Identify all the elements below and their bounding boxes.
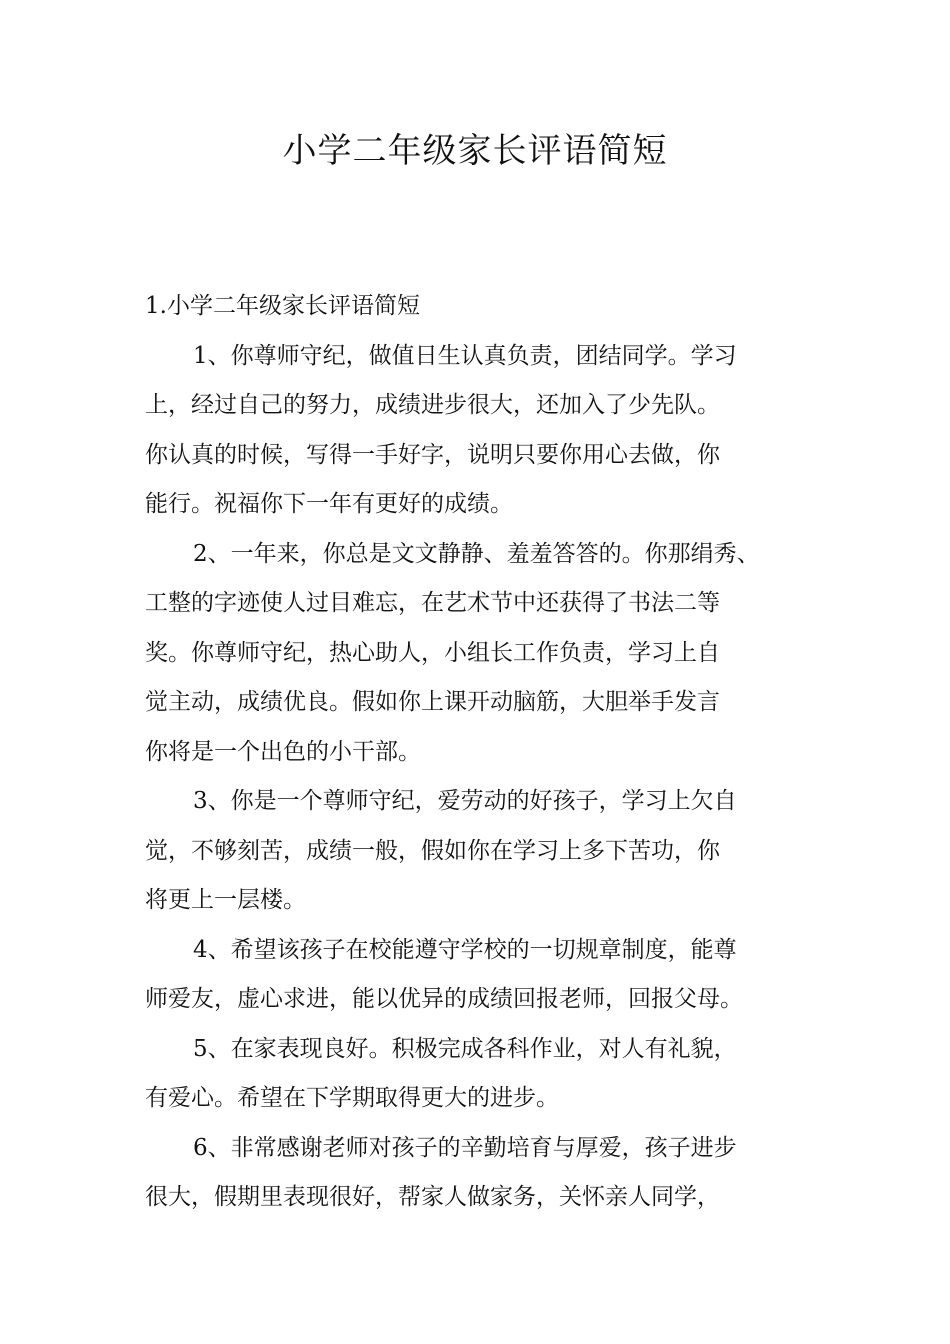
paragraph-line: 觉主动，成绩优良。假如你上课开动脑筋，大胆举手发言 [145, 689, 720, 715]
comment-paragraph-1 [145, 332, 817, 530]
comment-paragraph-6 [145, 1124, 817, 1223]
paragraph-line: 你将是一个出色的小干部。 [145, 738, 421, 765]
paragraph-line: 能行。祝福你下一年有更好的成绩。 [145, 491, 513, 517]
document-body [145, 282, 817, 1223]
paragraph-line: 1、你尊师守纪，做值日生认真负责，团结同学。学习 [193, 342, 737, 369]
paragraph-line: 师爱友，虚心求进，能以优异的成绩回报老师，回报父母。 [145, 986, 743, 1012]
comment-paragraph-3 [145, 777, 817, 926]
paragraph-line: 你认真的时候，写得一手好字，说明只要你用心去做，你 [145, 441, 720, 468]
paragraph-line: 很大，假期里表现很好，帮家人做家务，关怀亲人同学， [145, 1184, 720, 1210]
paragraph-line: 觉，不够刻苦，成绩一般，假如你在学习上多下苦功，你 [145, 837, 720, 864]
paragraph-line: 上，经过自己的努力，成绩进步很大，还加入了少先队。 [145, 392, 720, 418]
comment-paragraph-2 [145, 530, 817, 778]
paragraph-line: 5、在家表现良好。积极完成各科作业，对人有礼貌， [193, 1035, 737, 1062]
comment-paragraph-4 [145, 926, 817, 1025]
paragraph-line: 3、你是一个尊师守纪，爱劳动的好孩子，学习上欠自 [193, 788, 737, 814]
paragraph-line: 将更上一层楼。 [145, 887, 306, 913]
section-heading: 1.小学二年级家长评语简短 [145, 293, 420, 319]
paragraph-line: 有爱心。希望在下学期取得更大的进步。 [145, 1085, 559, 1111]
document-title: 小学二年级家长评语简短 [282, 131, 668, 171]
paragraph-line: 工整的字迹使人过目难忘，在艺术节中还获得了书法二等 [145, 590, 720, 616]
paragraph-line: 4、希望该孩子在校能遵守学校的一切规章制度，能尊 [193, 936, 737, 963]
paragraph-line: 6、非常感谢老师对孩子的辛勤培育与厚爱，孩子进步 [193, 1134, 737, 1161]
paragraph-line: 2、一年来，你总是文文静静、羞羞答答的。你那绢秀、 [193, 540, 760, 567]
comment-paragraph-5 [145, 1025, 817, 1124]
paragraph-line: 奖。你尊师守纪，热心助人，小组长工作负责，学习上自 [145, 639, 720, 666]
